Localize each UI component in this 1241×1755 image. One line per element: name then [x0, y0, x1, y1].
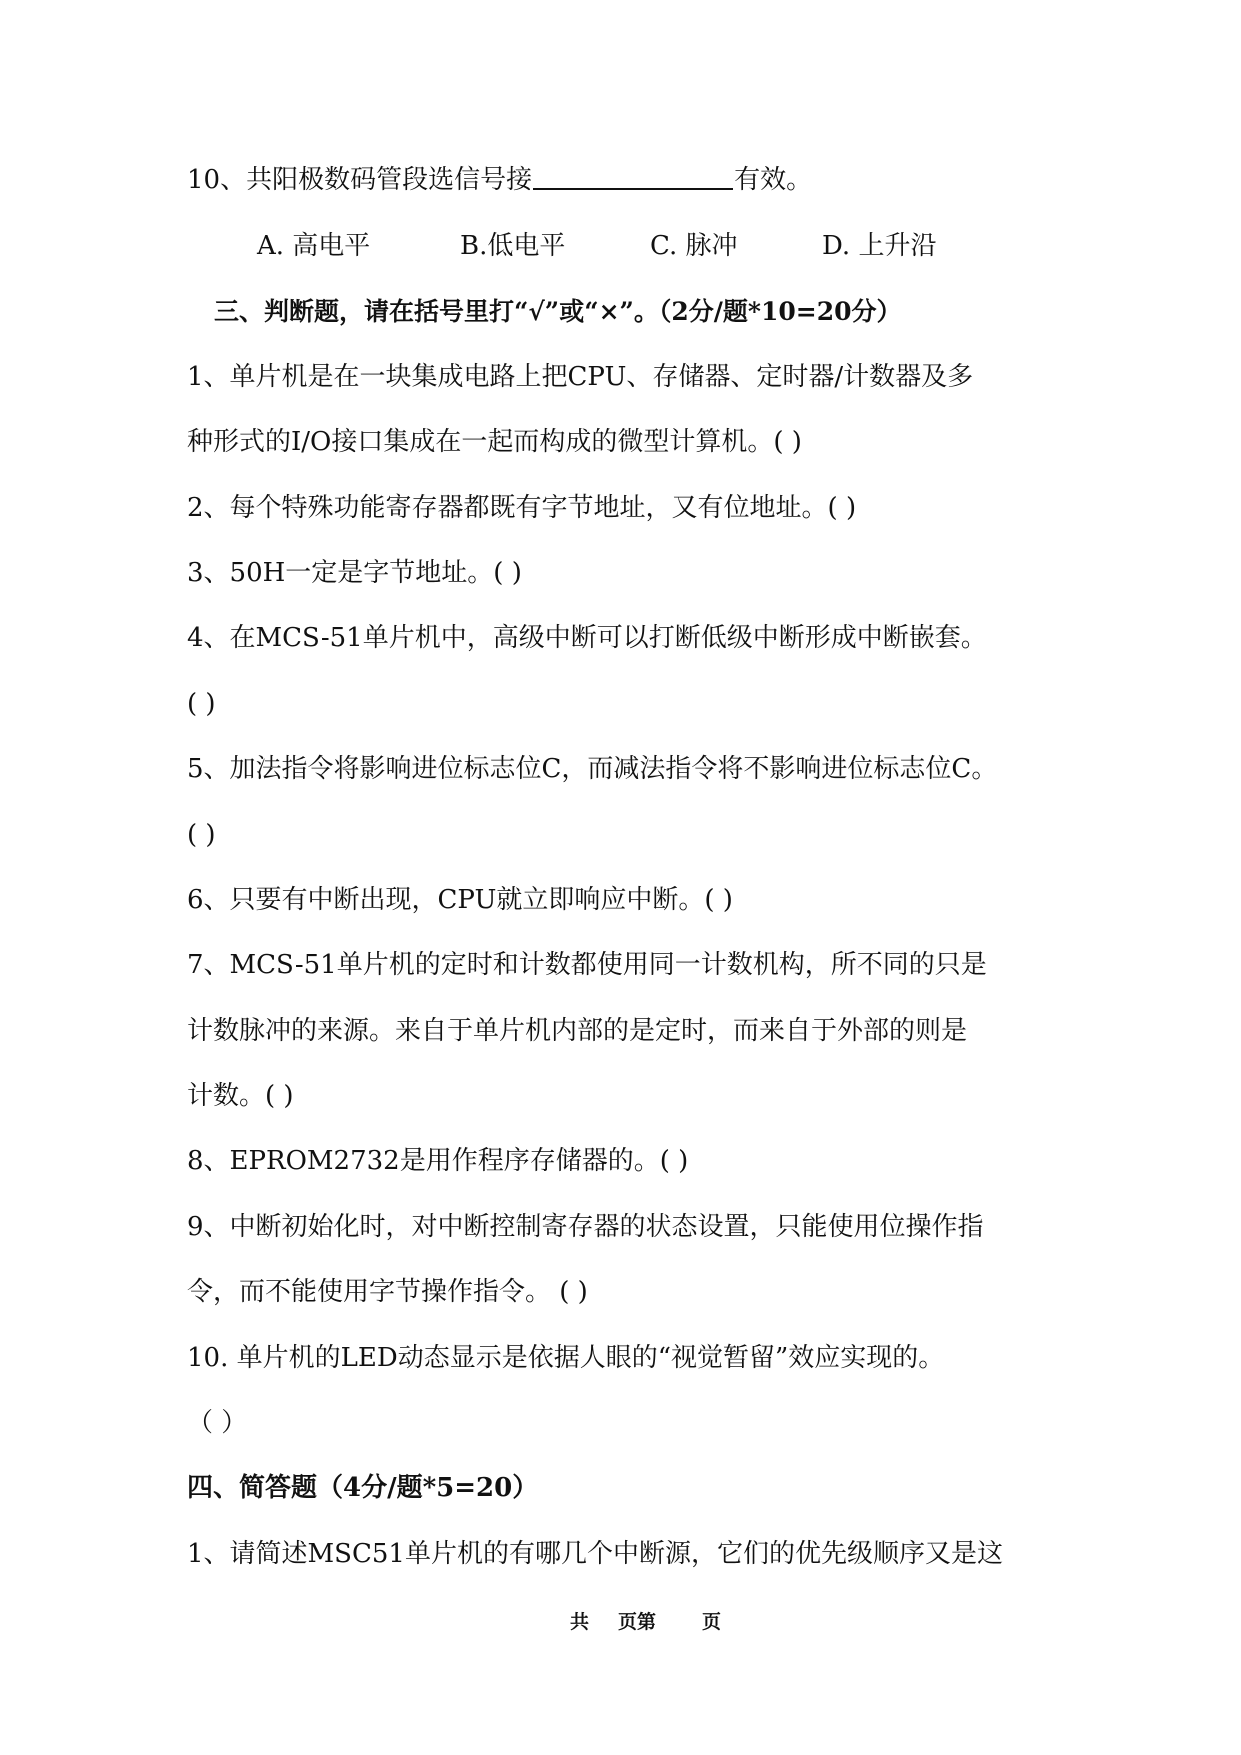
option-d: D. 上升沿 — [822, 231, 937, 261]
section-3-heading: 三、判断题，请在括号里打“√”或“×”。（2分/题*10=20分） — [214, 297, 902, 326]
section-4-heading: 四、简答题（4分/题*5=20） — [187, 1473, 539, 1503]
text-line: 9、中断初始化时，对中断控制寄存器的状态设置，只能使用位操作指 — [187, 1212, 984, 1242]
text-line: 8、EPROM2732是用作程序存储器的。( ) — [187, 1146, 689, 1176]
text-line: 令，而不能使用字节操作指令。 ( ) — [187, 1277, 588, 1307]
text-line: 6、只要有中断出现，CPU就立即响应中断。( ) — [187, 885, 733, 915]
answer-blank — [533, 162, 733, 190]
option-c: C. 脉冲 — [650, 231, 738, 261]
text-line: 计数脉冲的来源。来自于单片机内部的是定时，而来自于外部的则是 — [187, 1016, 968, 1046]
text-line: 4、在MCS-51单片机中，高级中断可以打断低级中断形成中断嵌套。 — [187, 623, 987, 653]
option-a: A. 高电平 — [257, 231, 371, 261]
question-10 — [187, 162, 812, 198]
option-b: B.低电平 — [460, 231, 566, 261]
text-line: 种形式的I/O接口集成在一起而构成的微型计算机。( ) — [187, 427, 802, 457]
text-line: 1、单片机是在一块集成电路上把CPU、存储器、定时器/计数器及多 — [187, 362, 974, 392]
text-line: 7、MCS-51单片机的定时和计数都使用同一计数机构，所不同的只是 — [187, 950, 987, 980]
text-line: （ ） — [187, 1408, 248, 1438]
text-line: 1、请简述MSC51单片机的有哪几个中断源，它们的优先级顺序又是这 — [187, 1539, 1003, 1569]
text-line: ( ) — [187, 689, 216, 719]
text-line: ( ) — [187, 820, 216, 850]
footer-page-label: 页第 — [618, 1611, 657, 1633]
text-line: 计数。( ) — [187, 1081, 294, 1111]
footer-page-end: 页 — [702, 1611, 722, 1633]
question-10-suffix: 有效。 — [734, 165, 813, 195]
text-line: 2、每个特殊功能寄存器都既有字节地址，又有位地址。( ) — [187, 493, 857, 523]
text-line: 5、加法指令将影响进位标志位C，而减法指令将不影响进位标志位C。 — [187, 754, 998, 784]
question-10-prefix: 10、共阳极数码管段选信号接 — [187, 165, 533, 195]
text-line: 3、50H一定是字节地址。( ) — [187, 558, 522, 588]
text-line: 10. 单片机的LED动态显示是依据人眼的“视觉暂留”效应实现的。 — [187, 1343, 945, 1373]
footer-total: 共 — [570, 1611, 590, 1633]
